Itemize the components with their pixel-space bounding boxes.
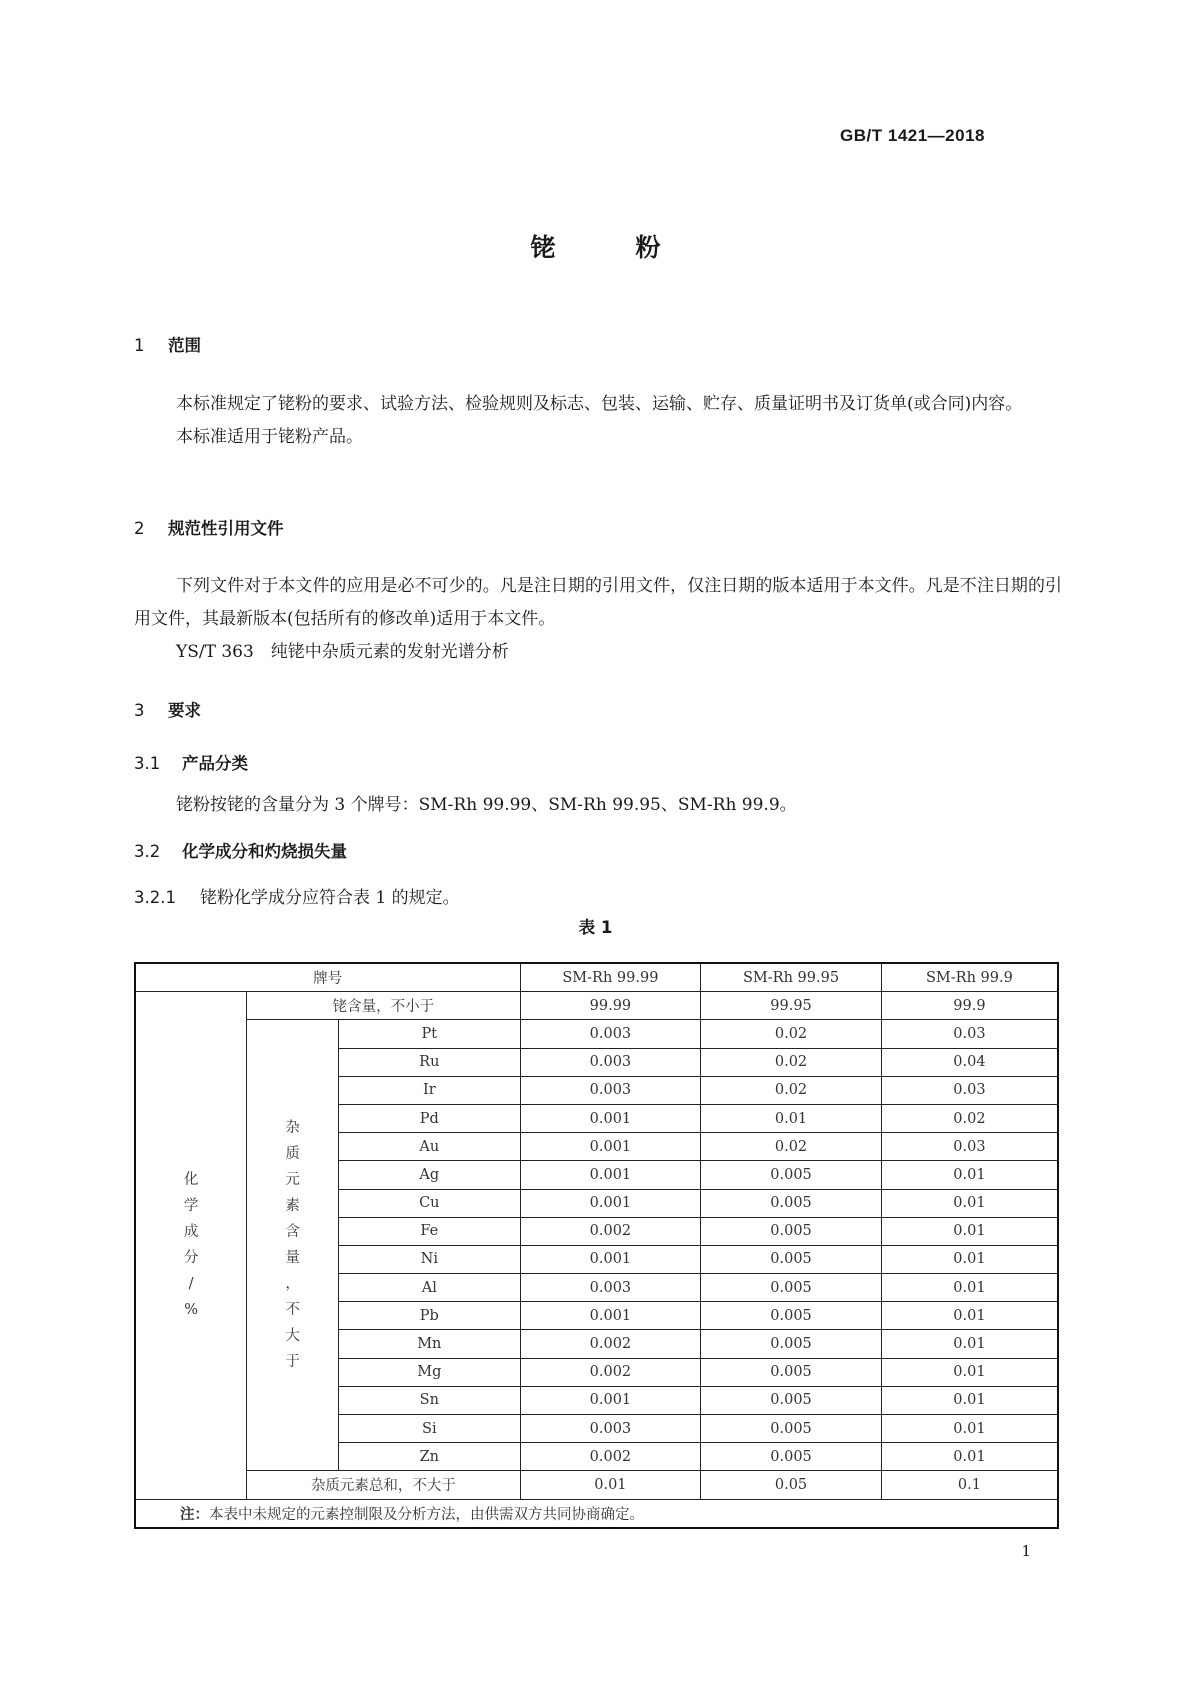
value-cell: 0.005 xyxy=(701,1443,882,1471)
grade-cell: SM-Rh 99.99 xyxy=(520,963,701,992)
value-cell: 0.01 xyxy=(881,1189,1058,1217)
value-cell: 0.005 xyxy=(701,1161,882,1189)
grade-cell: SM-Rh 99.95 xyxy=(701,963,882,992)
vertical-char: 分 xyxy=(183,1250,199,1267)
value-cell: 0.01 xyxy=(701,1104,882,1132)
value-cell: 0.04 xyxy=(881,1048,1058,1076)
title-char-1: 铑 xyxy=(530,233,556,262)
total-impurity-label: 杂质元素总和，不大于 xyxy=(247,1471,520,1499)
value-cell: 0.003 xyxy=(520,1020,701,1048)
element-cell: Ir xyxy=(339,1076,521,1104)
value-cell: 0.002 xyxy=(520,1217,701,1245)
value-cell: 0.01 xyxy=(881,1443,1058,1471)
document-title xyxy=(0,228,1191,264)
brand-header-cell: 牌号 xyxy=(135,963,520,992)
vertical-char: 素 xyxy=(285,1198,300,1215)
value-cell: 0.01 xyxy=(881,1358,1058,1386)
value-cell: 0.02 xyxy=(701,1048,882,1076)
section-text: 铑粉化学成分应符合表 1 的规定。 xyxy=(200,888,460,908)
impurity-content-label xyxy=(247,1020,339,1471)
value-cell: 0.01 xyxy=(881,1415,1058,1443)
vertical-char: 元 xyxy=(285,1172,300,1189)
chemical-composition-label xyxy=(135,992,247,1499)
value-cell: 0.005 xyxy=(701,1189,882,1217)
vertical-char: 化 xyxy=(183,1172,199,1189)
section-3-heading xyxy=(134,697,201,721)
section-number: 3 xyxy=(134,701,145,720)
paragraph: 下列文件对于本文件的应用是必不可少的。凡是注日期的引用文件，仅注日期的版本适用于本文件。凡是不注日期的引用文件，其最新版本(包括所有的修改单)适用于本文件。 xyxy=(134,576,1062,629)
element-cell: Mn xyxy=(339,1330,521,1358)
table-header-row xyxy=(135,963,1058,992)
section-2-body xyxy=(134,570,1062,669)
value-cell: 0.002 xyxy=(520,1330,701,1358)
section-number: 3.1 xyxy=(134,754,161,773)
value-cell: 0.03 xyxy=(881,1133,1058,1161)
value-cell: 0.005 xyxy=(701,1358,882,1386)
impurity-row xyxy=(135,1020,1058,1048)
section-number: 3.2 xyxy=(134,842,161,861)
section-1-body xyxy=(134,388,1062,454)
composition-table xyxy=(134,962,1059,1529)
table-caption: 表 1 xyxy=(578,918,613,937)
value-cell: 0.02 xyxy=(701,1133,882,1161)
section-3-2-heading xyxy=(134,838,347,862)
value-cell: 0.001 xyxy=(520,1133,701,1161)
element-cell: Ru xyxy=(339,1048,521,1076)
value-cell: 0.005 xyxy=(701,1302,882,1330)
value-cell: 0.005 xyxy=(701,1386,882,1414)
value-cell: 0.01 xyxy=(881,1245,1058,1273)
value-cell: 0.01 xyxy=(881,1217,1058,1245)
section-title: 范围 xyxy=(168,336,201,355)
value-cell: 0.002 xyxy=(520,1443,701,1471)
grade-cell: SM-Rh 99.9 xyxy=(881,963,1058,992)
value-cell: 0.005 xyxy=(701,1217,882,1245)
value-cell: 0.01 xyxy=(881,1330,1058,1358)
value-cell: 0.01 xyxy=(520,1471,701,1499)
element-cell: Fe xyxy=(339,1217,521,1245)
section-3-2-1-heading xyxy=(134,883,460,908)
vertical-char: % xyxy=(184,1302,198,1319)
page-number: 1 xyxy=(1021,1542,1031,1560)
note-text: 本表中未规定的元素控制限及分析方法，由供需双方共同协商确定。 xyxy=(209,1506,644,1523)
value-cell: 0.003 xyxy=(520,1274,701,1302)
title-char-2: 粉 xyxy=(635,233,661,262)
section-title: 要求 xyxy=(168,701,201,720)
value-cell: 0.01 xyxy=(881,1161,1058,1189)
total-impurity-row xyxy=(135,1471,1058,1499)
value-cell: 0.03 xyxy=(881,1020,1058,1048)
value-cell: 0.02 xyxy=(701,1076,882,1104)
element-cell: Au xyxy=(339,1133,521,1161)
reference-item: YS/T 363 纯铑中杂质元素的发射光谱分析 xyxy=(176,642,509,662)
vertical-char: 含 xyxy=(285,1224,300,1241)
rh-content-label: 铑含量，不小于 xyxy=(247,992,520,1020)
element-cell: Cu xyxy=(339,1189,521,1217)
vertical-char: 学 xyxy=(183,1198,199,1215)
value-cell: 0.001 xyxy=(520,1245,701,1273)
element-cell: Pb xyxy=(339,1302,521,1330)
value-cell: 0.01 xyxy=(881,1386,1058,1414)
value-cell: 0.005 xyxy=(701,1330,882,1358)
vertical-char: 于 xyxy=(285,1354,300,1371)
vertical-char: ， xyxy=(285,1276,300,1293)
section-number: 3.2.1 xyxy=(134,888,176,907)
value-cell: 99.9 xyxy=(881,992,1058,1020)
value-cell: 0.05 xyxy=(701,1471,882,1499)
vertical-char: 质 xyxy=(285,1146,300,1163)
section-3-1-body xyxy=(134,789,1062,822)
section-title: 产品分类 xyxy=(182,754,248,773)
value-cell: 0.01 xyxy=(881,1302,1058,1330)
value-cell: 0.005 xyxy=(701,1415,882,1443)
section-title: 规范性引用文件 xyxy=(168,519,284,538)
value-cell: 0.001 xyxy=(520,1104,701,1132)
value-cell: 0.003 xyxy=(520,1048,701,1076)
table-note-row xyxy=(135,1499,1058,1528)
value-cell: 0.001 xyxy=(520,1189,701,1217)
vertical-char: 成 xyxy=(183,1224,199,1241)
element-cell: Mg xyxy=(339,1358,521,1386)
section-title: 化学成分和灼烧损失量 xyxy=(182,842,347,861)
element-cell: Sn xyxy=(339,1386,521,1414)
value-cell: 0.001 xyxy=(520,1161,701,1189)
section-2-heading xyxy=(134,515,284,539)
element-cell: Pt xyxy=(339,1020,521,1048)
rh-content-row xyxy=(135,992,1058,1020)
note-prefix: 注： xyxy=(180,1506,209,1523)
value-cell: 0.001 xyxy=(520,1386,701,1414)
value-cell: 0.1 xyxy=(881,1471,1058,1499)
vertical-char: 杂 xyxy=(285,1120,300,1137)
paragraph: 本标准规定了铑粉的要求、试验方法、检验规则及标志、包装、运输、贮存、质量证明书及订货单(或合同)内容。 xyxy=(176,394,1023,414)
value-cell: 0.001 xyxy=(520,1302,701,1330)
paragraph: 铑粉按铑的含量分为 3 个牌号：SM-Rh 99.99、SM-Rh 99.95、SM-Rh 99.9。 xyxy=(176,795,797,815)
value-cell: 0.003 xyxy=(520,1076,701,1104)
element-cell: Pd xyxy=(339,1104,521,1132)
value-cell: 99.95 xyxy=(701,992,882,1020)
section-number: 1 xyxy=(134,336,145,355)
vertical-char: / xyxy=(188,1276,194,1293)
element-cell: Ni xyxy=(339,1245,521,1273)
vertical-char: 不 xyxy=(285,1302,300,1319)
element-cell: Si xyxy=(339,1415,521,1443)
value-cell: 0.005 xyxy=(701,1245,882,1273)
element-cell: Al xyxy=(339,1274,521,1302)
table-note xyxy=(135,1499,1058,1528)
value-cell: 0.003 xyxy=(520,1415,701,1443)
value-cell: 0.02 xyxy=(881,1104,1058,1132)
section-3-1-heading xyxy=(134,750,248,774)
section-1-heading xyxy=(134,332,201,356)
section-number: 2 xyxy=(134,519,145,538)
value-cell: 0.005 xyxy=(701,1274,882,1302)
element-cell: Zn xyxy=(339,1443,521,1471)
element-cell: Ag xyxy=(339,1161,521,1189)
standard-number: GB/T 1421—2018 xyxy=(840,126,985,145)
vertical-char: 大 xyxy=(285,1328,300,1345)
value-cell: 0.01 xyxy=(881,1274,1058,1302)
paragraph: 本标准适用于铑粉产品。 xyxy=(176,427,363,447)
value-cell: 99.99 xyxy=(520,992,701,1020)
value-cell: 0.03 xyxy=(881,1076,1058,1104)
vertical-char: 量 xyxy=(285,1250,300,1267)
value-cell: 0.02 xyxy=(701,1020,882,1048)
value-cell: 0.002 xyxy=(520,1358,701,1386)
